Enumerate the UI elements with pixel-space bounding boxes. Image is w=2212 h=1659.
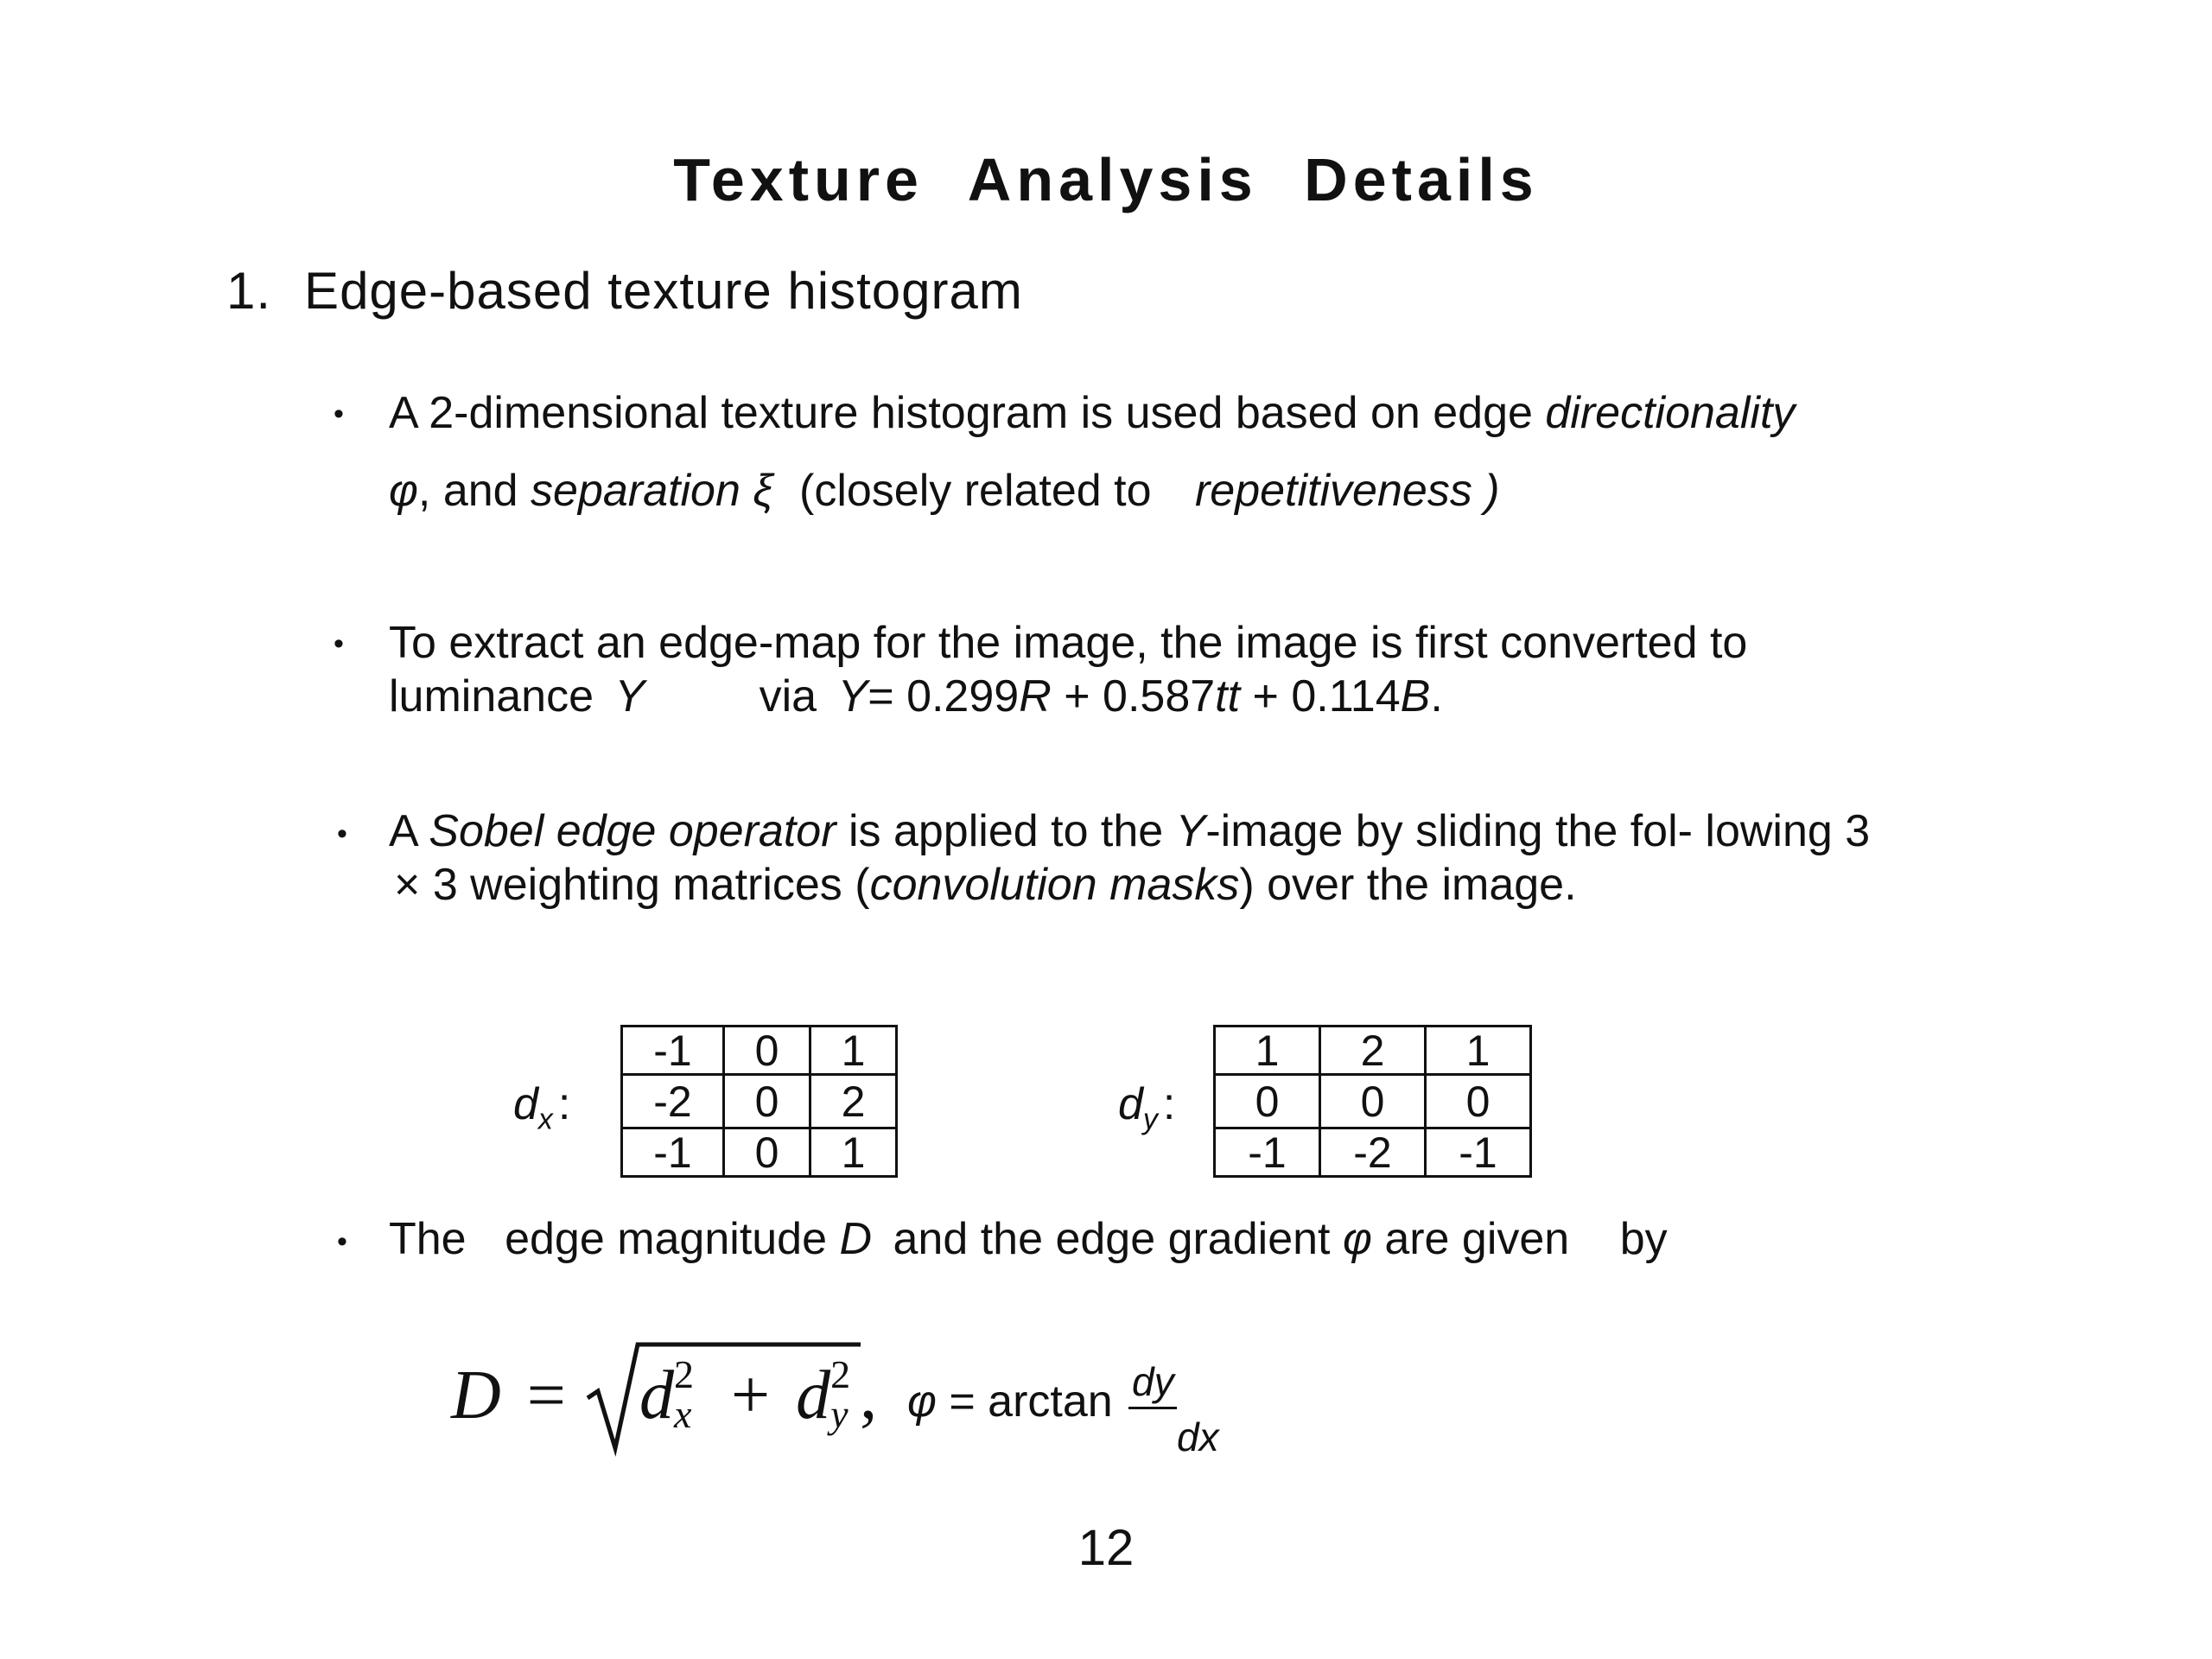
dx-label-sub: x	[537, 1103, 553, 1136]
dx-cell: 1	[810, 1027, 897, 1075]
page-title: Texture Analysis Details	[673, 146, 1539, 213]
bullet-1-dot: •	[334, 397, 344, 430]
bullet-4-edge-magnitude: edge magnitude	[505, 1214, 828, 1264]
dy-label-sub: y	[1142, 1103, 1158, 1136]
bullet-4-by: by	[1619, 1214, 1668, 1264]
section-heading-text: Edge-based texture histogram	[304, 262, 1023, 320]
formula-part-3: + 0.114	[1252, 671, 1401, 721]
bullet-1-line-2	[389, 465, 1500, 517]
dx-label-d: d	[513, 1079, 538, 1129]
eq-plus: +	[731, 1357, 771, 1433]
eq-comma: ,	[860, 1357, 878, 1433]
equation-radicand	[639, 1352, 878, 1436]
eq-dy: d	[796, 1357, 831, 1433]
convolution-masks-text: convolution masks	[869, 860, 1240, 910]
formula-part-1: = 0.299	[868, 671, 1020, 721]
dx-row	[622, 1027, 897, 1075]
dx-cell: -1	[622, 1027, 724, 1075]
dx-row	[622, 1075, 897, 1128]
eq-phi-symbol: φ	[907, 1376, 937, 1427]
bullet-3-dot: •	[337, 817, 347, 850]
closely-related-text: (closely related to	[799, 466, 1152, 516]
equation-D	[451, 1357, 566, 1435]
eq-dx-sub: x	[674, 1392, 692, 1436]
eq-fraction-numerator: dy	[1132, 1359, 1174, 1404]
section-number: 1.	[226, 262, 272, 320]
eq-phi-arctan: = arctan	[936, 1376, 1113, 1427]
bullet-4-are-given: are given	[1384, 1214, 1570, 1264]
bullet-3-line-2	[394, 859, 1577, 911]
dy-cell: -2	[1320, 1128, 1426, 1177]
dy-cell: -1	[1426, 1128, 1531, 1177]
formula-part-2: + 0.587	[1064, 671, 1216, 721]
bullet-1-italic-directionality: directionality	[1545, 388, 1796, 438]
formula-B: B	[1400, 671, 1431, 721]
formula-Y: Y	[837, 671, 868, 721]
dy-row	[1215, 1027, 1531, 1075]
bullet-4-edge-gradient: and the edge gradient	[893, 1214, 1331, 1264]
dy-cell: 1	[1426, 1027, 1531, 1075]
bullet-4-D: D	[839, 1214, 873, 1264]
bullet-3-text-e: ) over the image.	[1239, 860, 1577, 910]
bullet-3-text-d: × 3 weighting matrices (	[394, 860, 870, 910]
bullet-2-dot: •	[334, 627, 344, 660]
dy-label	[1118, 1078, 1175, 1136]
eq-dy-sup: 2	[830, 1352, 851, 1396]
via-text: via	[759, 671, 817, 721]
dy-row	[1215, 1075, 1531, 1128]
section-heading	[226, 261, 1023, 321]
dy-label-d: d	[1118, 1079, 1143, 1129]
eq-equals: =	[526, 1357, 566, 1433]
eq-dx: d	[639, 1357, 674, 1433]
dy-label-colon: :	[1162, 1079, 1176, 1129]
bullet-1-text: A 2-dimensional texture histogram is used based on edge	[389, 388, 1533, 438]
page-number: 12	[1077, 1520, 1135, 1576]
bullet-3-text-c: -image by sliding the fol- lowing 3	[1205, 806, 1871, 856]
dy-mask-table	[1213, 1025, 1532, 1178]
bullet-4-the: The	[389, 1214, 467, 1264]
dy-cell: 1	[1215, 1027, 1320, 1075]
dy-cell: 2	[1320, 1027, 1426, 1075]
eq-dy-sub: y	[830, 1392, 849, 1436]
bullet-2-line-2	[389, 671, 1443, 722]
luminance-Y: Y	[614, 671, 645, 721]
bullet-4-line	[389, 1213, 1668, 1265]
dx-cell: 0	[724, 1027, 810, 1075]
dx-cell: -2	[622, 1075, 724, 1128]
dx-cell: 0	[724, 1075, 810, 1128]
dx-cell: -1	[622, 1128, 724, 1177]
dx-cell: 2	[810, 1075, 897, 1128]
and-text: , and	[417, 466, 531, 516]
bullet-3-line-1	[389, 805, 1870, 857]
bullet-1-line-1	[389, 387, 1795, 439]
formula-tt: tt	[1215, 671, 1241, 721]
equation-phi	[907, 1376, 1113, 1427]
dx-cell: 1	[810, 1128, 897, 1177]
bullet-3-text-a: A	[389, 806, 429, 856]
dy-cell: -1	[1215, 1128, 1320, 1177]
sobel-text: Sobel edge operator	[429, 806, 836, 856]
bullet-3-Y: Y	[1175, 806, 1206, 856]
bullet-4-dot: •	[337, 1225, 347, 1258]
dy-cell: 0	[1215, 1075, 1320, 1128]
dy-row	[1215, 1128, 1531, 1177]
dx-row	[622, 1128, 897, 1177]
luminance-text: luminance	[389, 671, 594, 721]
eq-D-lhs: D	[451, 1357, 501, 1433]
formula-R: R	[1019, 671, 1052, 721]
eq-dx-sup: 2	[674, 1352, 694, 1396]
repetitiveness-text: repetitiveness )	[1194, 466, 1500, 516]
dx-label-colon: :	[557, 1079, 571, 1129]
phi-symbol: φ	[389, 466, 418, 516]
formula-end: .	[1430, 671, 1443, 721]
separation-text: separation ξ	[531, 466, 773, 516]
dy-cell: 0	[1320, 1075, 1426, 1128]
bullet-4-phi: φ	[1342, 1214, 1372, 1264]
dx-mask-table	[620, 1025, 898, 1178]
eq-fraction-bar	[1128, 1407, 1177, 1409]
bullet-2-line-1: To extract an edge-map for the image, the image is first converted to	[389, 618, 1748, 668]
dx-label	[513, 1078, 570, 1136]
dy-cell: 0	[1426, 1075, 1531, 1128]
dx-cell: 0	[724, 1128, 810, 1177]
bullet-3-text-b: is applied to the	[836, 806, 1176, 856]
eq-fraction-denominator: dx	[1177, 1414, 1219, 1459]
